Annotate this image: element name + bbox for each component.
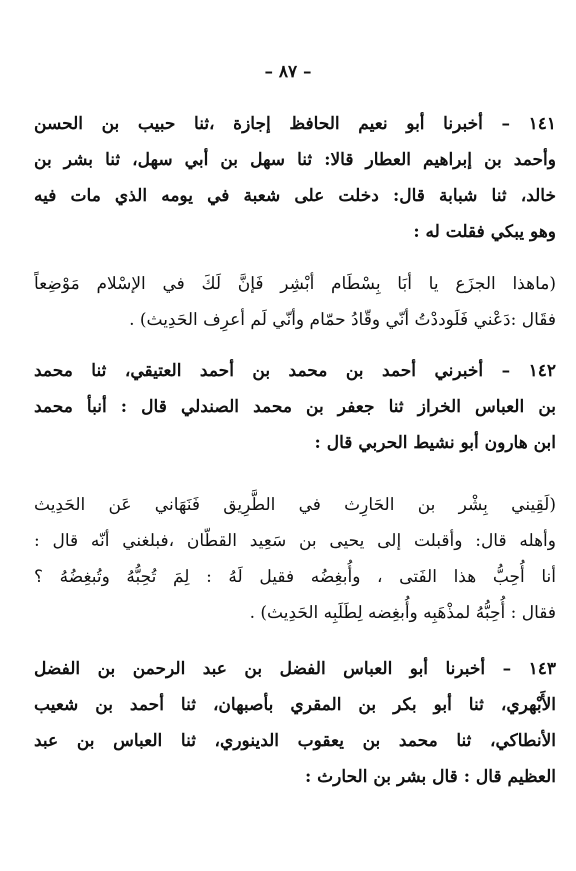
text-line: وأحمد بن إبراهيم العطار قالا: ثنا سهل بن أبي سهل، ثنا بشر بن bbox=[34, 150, 556, 170]
text-line: وهو يبكي فقلت له : bbox=[413, 222, 556, 242]
text-line: (ماهذا الجزَع يا أبَا بِسْطَام أبْشِر فَإنَّ لَكَ في الإسْلام مَوْضِعاً bbox=[34, 274, 556, 294]
text-line: ١٤٢ – أخبرني أحمد بن محمد بن أحمد العتيقي، ثنا محمد bbox=[34, 361, 556, 381]
text-line: وأهله قال: وأقبلت إلى يحيى بن سَعِيد القطّان ،فبلغني أنّه قال : bbox=[34, 531, 556, 551]
text-line: خالد، ثنا شبابة قال: دخلت على شعبة في يومه الذي مات فيه bbox=[34, 186, 556, 206]
text-line: ١٤١ – أخبرنا أبو نعيم الحافظ إجازة ،ثنا حبيب بن الحسن bbox=[34, 114, 556, 134]
text-line: ١٤٣ – أخبرنا أبو العباس الفضل بن عبد الرحمن بن الفضل bbox=[34, 659, 556, 679]
text-line: أنا أُحِبُّ هذا الفَتى ، وأُبغِضُه فقيل لَهُ : لِمَ تُحِبُّهُ وتُبغِضُهُ ؟ bbox=[34, 567, 556, 587]
narration-141 bbox=[34, 106, 556, 250]
text-line: (لَقِيني بِشْر بن الحَارِث في الطَّرِيق فَنَهَاني عَن الحَدِيث bbox=[34, 495, 556, 515]
text-line: فقَال :دَعْني فَلَوددْتُ أنّي وقّادُ حمّام وأنّي لَم أعرِف الحَدِيث) . bbox=[129, 310, 556, 330]
text-line: الأَبْهري، ثنا أبو بكر بن المقري بأصبهان، ثنا أحمد بن شعيب bbox=[34, 695, 556, 715]
narration-143 bbox=[34, 651, 556, 795]
page-number: – ٨٧ – bbox=[264, 62, 312, 82]
text-line: فقال : أُحِبُّهُ لمذْهَبِه وأُبغِضه لِطَلَبِه الحَدِيث) . bbox=[249, 603, 556, 623]
quote-142 bbox=[34, 487, 556, 631]
quote-141 bbox=[34, 266, 556, 338]
text-line: ابن هارون أبو نشيط الحربي قال : bbox=[314, 433, 556, 453]
narration-142 bbox=[34, 353, 556, 461]
text-line: العظيم قال : قال بشر بن الحارث : bbox=[304, 767, 556, 787]
text-line: بن العباس الخراز ثنا جعفر بن محمد الصندلي قال : أنبأ محمد bbox=[34, 397, 556, 417]
text-line: الأنطاكي، ثنا محمد بن يعقوب الدينوري، ثنا العباس بن عبد bbox=[34, 731, 556, 751]
